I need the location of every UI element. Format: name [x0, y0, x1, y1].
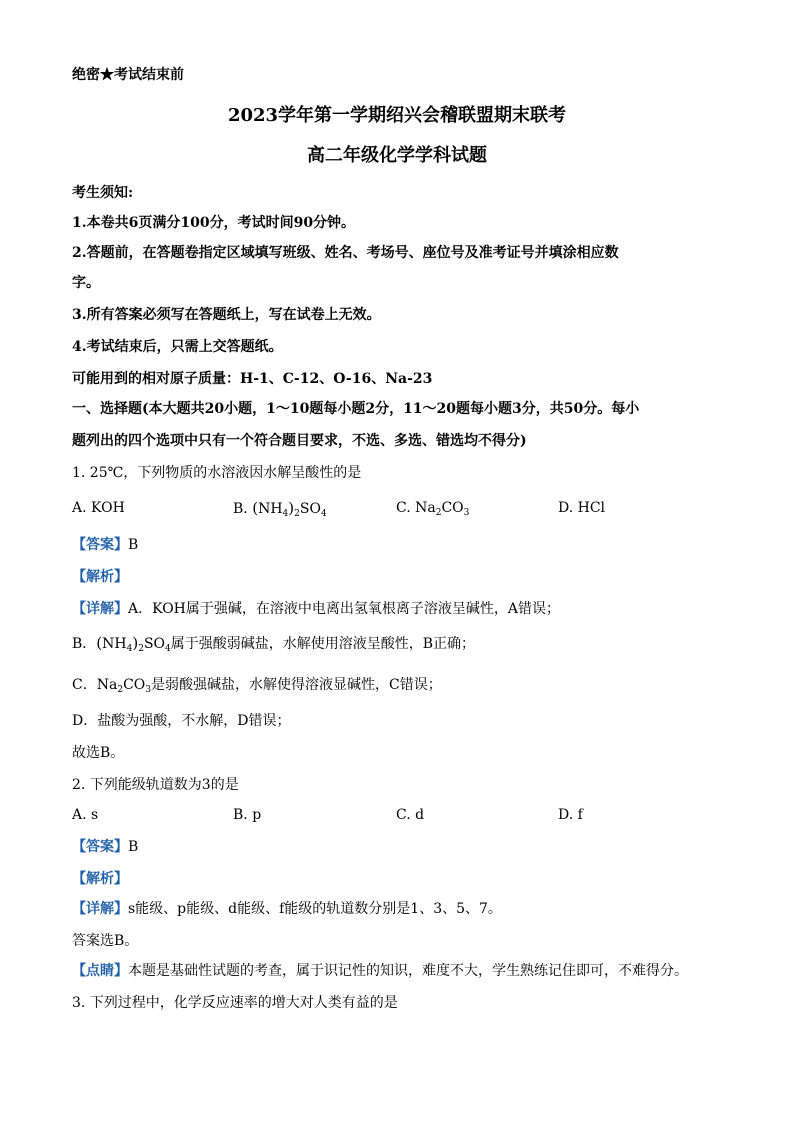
q1-option-c	[396, 499, 469, 517]
sodium-carbonate-formula: $Na_2CO_3$	[96, 677, 151, 695]
comment-tag: 【点睛】	[72, 963, 128, 979]
q2-option-d: D. f	[558, 807, 583, 823]
question-2-stem: 2. 下列能级轨道数为3的是	[72, 777, 239, 793]
q1-option-c-label: C.	[396, 500, 411, 516]
ammonium-sulfate-formula: $(NH_4)_2SO_4$	[252, 499, 327, 519]
sodium-carbonate-formula: $Na_2CO_3$	[415, 500, 470, 518]
question-1-stem: 1. 25℃，下列物质的水溶液因水解呈酸性的是	[72, 465, 362, 481]
q2-analysis	[72, 870, 128, 888]
detail-tag: 【详解】	[72, 601, 128, 617]
q1-option-b-label: B.	[233, 501, 248, 517]
q1-option-b	[233, 499, 327, 518]
notice-item-2: 2.答题前，在答题卷指定区域填写班级、姓名、考场号、座位号及准考证号并填涂相应数	[72, 245, 619, 261]
notice-item-4: 4.考试结束后，只需上交答题纸。	[72, 339, 283, 355]
q1-conclusion: 故选B。	[72, 745, 125, 761]
analysis-tag: 【解析】	[72, 569, 128, 585]
answer-tag: 【答案】	[72, 537, 128, 553]
q1-detail-d: D．盐酸为强酸，不水解，D错误；	[72, 713, 291, 729]
answer-value: B	[128, 839, 139, 855]
q1-detail-a: 【详解】A．KOH属于强碱，在溶液中电离出氢氧根离子溶液呈碱性，A错误；	[72, 601, 560, 617]
detail-tag: 【详解】	[72, 901, 128, 917]
answer-tag: 【答案】	[72, 839, 128, 855]
q1-detail-b: B．$(NH_4)_2SO_4$属于强酸弱碱盐，水解使用溶液呈酸性，B正确；	[72, 634, 476, 654]
q2-option-c: C. d	[396, 807, 425, 823]
q1-detail-c: C．$Na_2CO_3$是弱酸强碱盐，水解使得溶液显碱性，C错误；	[72, 677, 442, 695]
q2-option-b: B. p	[233, 807, 262, 823]
answer-value: B	[128, 537, 139, 553]
q1-option-d: D. HCl	[558, 500, 606, 516]
notice-item-2-cont: 字。	[72, 275, 100, 291]
confidential-mark: 绝密★考试结束前	[72, 67, 184, 83]
section-instructions-cont: 题列出的四个选项中只有一个符合题目要求，不选、多选、错选均不得分)	[72, 433, 527, 449]
notice-item-1: 1.本卷共6页满分100分，考试时间90分钟。	[72, 215, 356, 231]
q2-detail: 【详解】s能级、p能级、d能级、f能级的轨道数分别是1、3、5、7。	[72, 901, 502, 917]
q1-analysis	[72, 568, 128, 586]
analysis-tag: 【解析】	[72, 871, 128, 887]
q2-option-a: A. s	[72, 807, 99, 823]
q2-answer	[72, 838, 138, 856]
section-instructions: 一、选择题(本大题共20小题，1～10题每小题2分，11～20题每小题3分，共50分。每小	[72, 401, 640, 417]
question-3-stem: 3. 下列过程中，化学反应速率的增大对人类有益的是	[72, 995, 398, 1011]
notice-item-3: 3.所有答案必须写在答题纸上，写在试卷上无效。	[72, 307, 381, 323]
exam-subtitle: 高二年级化学学科试题	[307, 145, 487, 166]
q2-conclusion: 答案选B。	[72, 933, 139, 949]
ammonium-sulfate-formula: $(NH_4)_2SO_4$	[96, 634, 171, 654]
atomic-mass-note: 可能用到的相对原子质量：H-1、C-12、O-16、Na-23	[72, 371, 433, 387]
q1-answer	[72, 536, 138, 554]
q1-option-a: A. KOH	[72, 500, 125, 516]
exam-title: 2023学年第一学期绍兴会稽联盟期末联考	[227, 105, 567, 126]
q2-comment: 【点睛】本题是基础性试题的考查，属于识记性的知识，难度不大，学生熟练记住即可，不难得分。	[72, 963, 688, 979]
notice-heading: 考生须知:	[72, 185, 134, 201]
